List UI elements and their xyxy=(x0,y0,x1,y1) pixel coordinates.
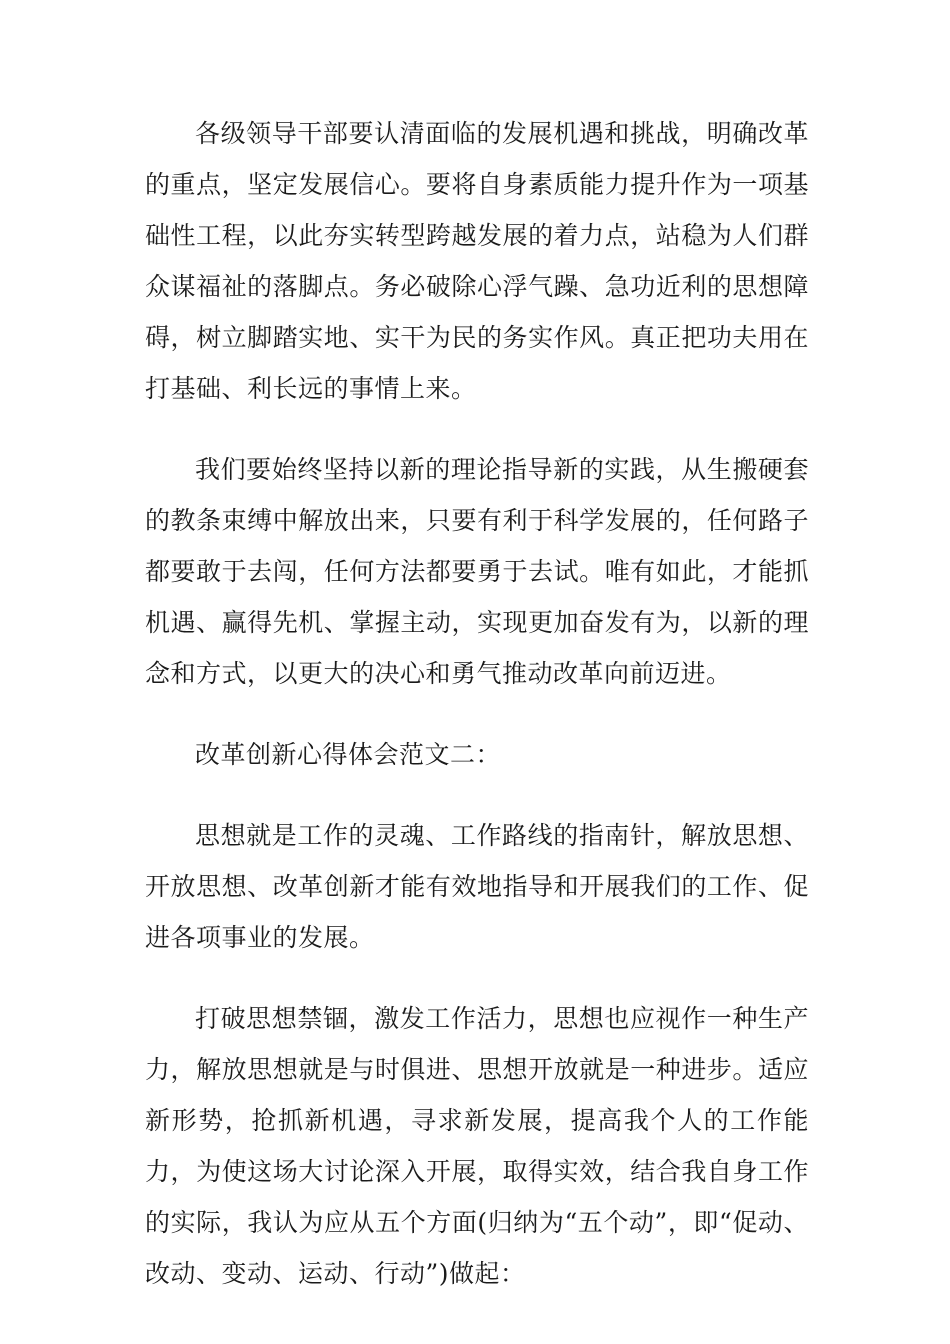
paragraph-2: 我们要始终坚持以新的理论指导新的实践，从生搬硬套的教条束缚中解放出来，只要有利于科学发展的，任何路子都要敢于去闯，任何方法都要勇于去试。唯有如此，才能抓机遇、赢得先机、掌握主动，实现更加奋发有为，以新的理念和方式，以更大的决心和勇气推动改革向前迈进。 xyxy=(145,455,809,688)
document-body xyxy=(145,108,809,1329)
paragraph-1: 各级领导干部要认清面临的发展机遇和挑战，明确改革的重点，坚定发展信心。要将自身素质能力提升作为一项基础性工程，以此夯实转型跨越发展的着力点，站稳为人们群众谋福祉的落脚点。务必破除心浮气躁、急功近利的思想障碍，树立脚踏实地、实干为民的务实作风。真正把功夫用在打基础、利长远的事情上来。 xyxy=(145,119,809,403)
paragraph-4: 打破思想禁锢，激发工作活力，思想也应视作一种生产力，解放思想就是与时俱进、思想开放就是一种进步。适应新形势，抢抓新机遇，寻求新发展，提高我个人的工作能力，为使这场大讨论深入开展，取得实效，结合我自身工作的实际，我认为应从五个方面(归纳为“五个动”，即“促动、改动、变动、运动、行动”)做起： xyxy=(145,1004,809,1288)
paragraph-3: 思想就是工作的灵魂、工作路线的指南针，解放思想、开放思想、改革创新才能有效地指导和开展我们的工作、促进各项事业的发展。 xyxy=(145,821,809,952)
section-heading: 改革创新心得体会范文二： xyxy=(195,740,502,769)
